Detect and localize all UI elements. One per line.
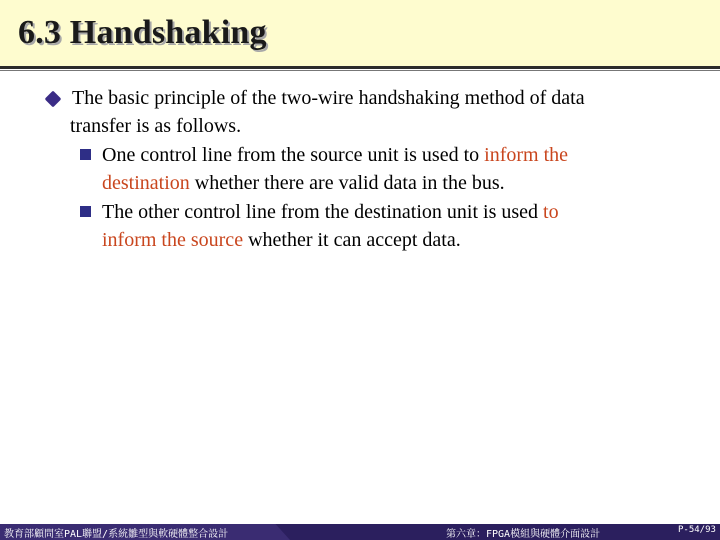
title-divider: [0, 66, 720, 69]
sub-bullet-2-text-b: whether it can accept data.: [243, 229, 461, 251]
sub-bullet-2-line2: [80, 226, 680, 254]
sub-bullet-1-text-b: whether there are valid data in the bus.: [189, 172, 505, 194]
main-bullet: [46, 84, 686, 140]
page-number: P-54/93: [678, 525, 716, 535]
sub-bullet-2-highlight-b: inform the source: [102, 229, 244, 251]
sub-bullet-2: [80, 198, 680, 254]
sub-bullet-2-line1: [80, 198, 680, 226]
square-bullet-icon: [80, 149, 91, 160]
footer-chapter: 第六章：FPGA模組與硬體介面設計: [446, 529, 601, 540]
sub-bullet-1: [80, 141, 680, 197]
sub-bullet-1-text-a: One control line from the source unit is used to: [102, 144, 485, 166]
sub-bullet-1-highlight-a: inform the: [484, 144, 569, 166]
sub-bullet-1-highlight-b: destination: [102, 172, 190, 194]
sub-bullet-2-highlight-a: to: [543, 201, 559, 223]
footer-course: 教育部顧問室PAL聯盟/系統雛型與軟硬體整合設計: [4, 529, 229, 540]
title-divider-thin: [0, 70, 720, 71]
sub-bullet-1-line1: [80, 141, 680, 169]
slide-title: 6.3 Handshaking: [18, 14, 267, 51]
square-bullet-icon: [80, 206, 91, 217]
main-bullet-line1: The basic principle of the two-wire handshaking method of data: [72, 87, 585, 109]
sub-bullet-2-text-a: The other control line from the destination unit is used: [102, 201, 544, 223]
main-bullet-line2: transfer is as follows.: [70, 115, 242, 137]
sub-bullet-1-line2: [80, 169, 680, 197]
